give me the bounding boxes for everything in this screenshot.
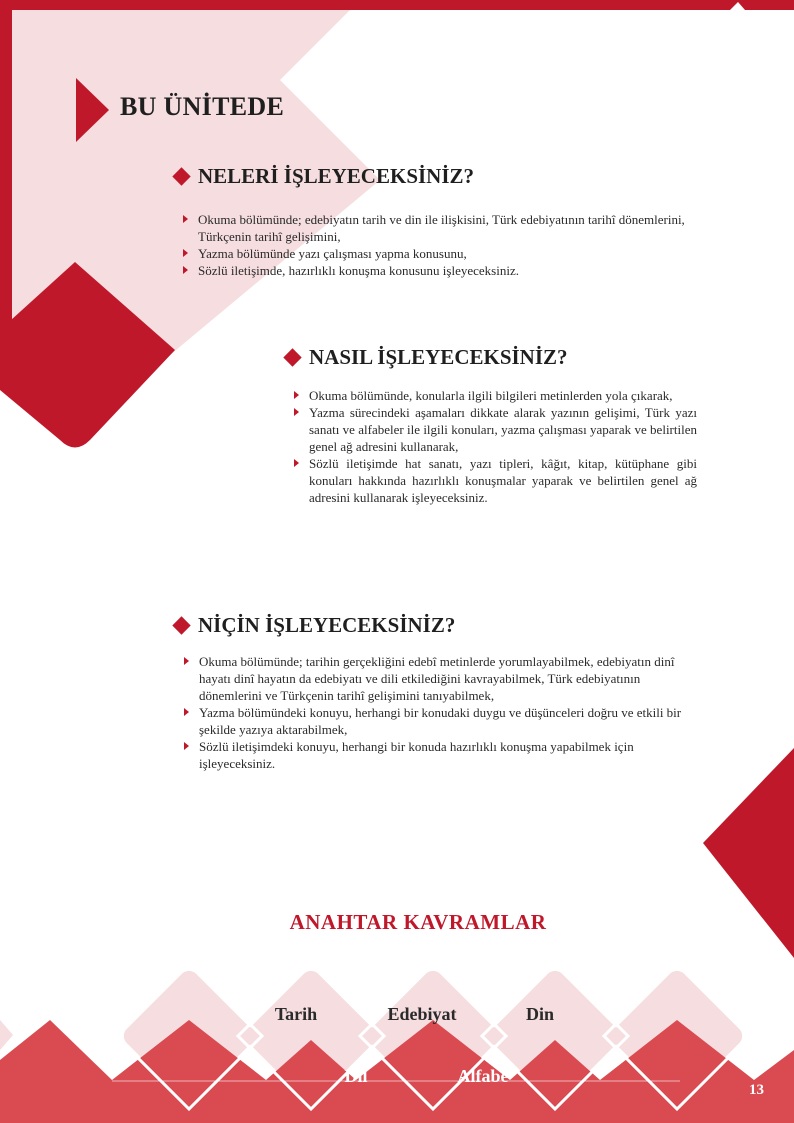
section-heading-nasil <box>283 345 568 370</box>
diamond-bullet-icon <box>172 616 190 634</box>
list-item: Sözlü iletişimde, hazırlıklı konuşma konusunu işleyeceksiniz. <box>181 262 701 279</box>
section-heading-text: NASIL İŞLEYECEKSİNİZ? <box>309 345 568 369</box>
keyword-alfabe: Alfabe <box>457 1066 509 1086</box>
section-heading-neleri <box>172 164 474 189</box>
section-list-nasil <box>292 387 697 506</box>
arrow-bullet-icon <box>294 459 299 467</box>
list-item: Okuma bölümünde; tarihin gerçekliğini edebî metinlerde yorumlayabilmek, edebiyatın dinî hayatı dinî hayatın da edebiyatı ve dili etkilediğini kavrayabilmek, Türk edebiyatının dönemlerini ve Türkçenin tarihî gelişimini tanıyabilmek, <box>182 653 706 704</box>
arrow-bullet-icon <box>183 215 188 223</box>
keyword-din: Din <box>525 1004 554 1024</box>
diamond-bullet-icon <box>172 167 190 185</box>
key-concepts-title: ANAHTAR KAVRAMLAR <box>289 910 547 934</box>
arrow-bullet-icon <box>294 408 299 416</box>
arrow-bullet-icon <box>184 742 189 750</box>
section-heading-text: NELERİ İŞLEYECEKSİNİZ? <box>198 164 475 188</box>
list-item: Okuma bölümünde; edebiyatın tarih ve din ile ilişkisini, Türk edebiyatının tarihî dönemlerini, Türkçenin tarihî gelişimini, <box>181 211 701 245</box>
list-item: Sözlü iletişimdeki konuyu, herhangi bir konuda hazırlıklı konuşma yapabilmek için işleyeceksiniz. <box>182 738 706 772</box>
arrow-bullet-icon <box>294 391 299 399</box>
list-item: Sözlü iletişimde hat sanatı, yazı tipleri, kâğıt, kitap, kütüphane gibi konuları hakkında hazırlıklı konuşmalar yaparak ve belirtilen genel ağ adresini kullanarak işleyeceksiniz. <box>292 455 697 506</box>
page-title: BU ÜNİTEDE <box>120 92 285 121</box>
section-list-neleri <box>181 211 701 279</box>
list-item: Yazma bölümünde yazı çalışması yapma konusunu, <box>181 245 701 262</box>
keyword-edebiyat: Edebiyat <box>387 1004 457 1024</box>
pink-corner <box>0 1020 13 1050</box>
arrow-bullet-icon <box>184 708 189 716</box>
arrow-bullet-icon <box>184 657 189 665</box>
list-item: Okuma bölümünde, konularla ilgili bilgileri metinlerden yola çıkarak, <box>292 387 697 404</box>
arrow-bullet-icon <box>183 249 188 257</box>
list-item: Yazma sürecindeki aşamaları dikkate alarak yazının gelişimi, Türk yazı sanatı ve alfabeler ile ilgili konuları, yazma çalışması yaparak ve belirtilen genel ağ adresini kullanarak, <box>292 404 697 455</box>
list-item: Yazma bölümündeki konuyu, herhangi bir konudaki duygu ve düşünceleri doğru ve etkili bir şekilde yazıya aktarabilmek, <box>182 704 706 738</box>
page-number: 13 <box>749 1082 764 1098</box>
diamond-bullet-icon <box>283 348 301 366</box>
arrow-bullet-icon <box>183 266 188 274</box>
keyword-dil: Dil <box>344 1066 368 1086</box>
section-list-nicin <box>182 653 706 772</box>
keyword-tarih: Tarih <box>274 1004 318 1024</box>
section-heading-nicin <box>172 613 455 638</box>
section-heading-text: NİÇİN İŞLEYECEKSİNİZ? <box>198 613 456 637</box>
